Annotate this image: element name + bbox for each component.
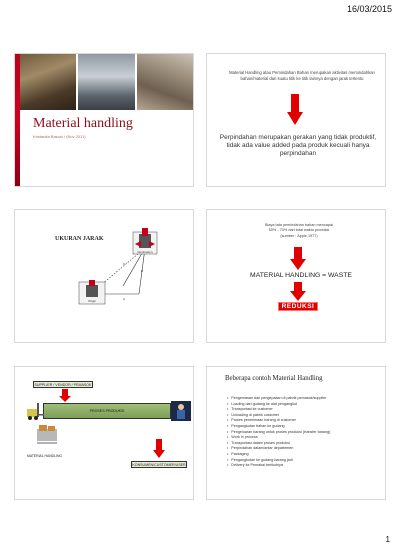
slide-waste xyxy=(206,209,386,343)
reduksi-badge: REDUKSI xyxy=(278,302,318,311)
origin-box xyxy=(79,280,105,304)
list-item: • Unloading di pabrik customer xyxy=(227,413,330,419)
list-item: • Loading dari gudang ke alat pengangkut xyxy=(227,402,330,408)
down-arrow-icon xyxy=(290,282,306,302)
slide-heading: Beberapa contoh Material Handling xyxy=(225,375,323,382)
svg-text:A: A xyxy=(123,297,126,301)
slide-main-title: Material handling xyxy=(33,116,133,131)
list-item: • Pengangkutan bahan ke gudang xyxy=(227,424,330,430)
forklift-icon xyxy=(25,401,45,421)
slide-flow xyxy=(14,366,194,500)
warehouse-photo xyxy=(20,54,76,110)
cost-text: Biaya tata pemindahan bahan mencapai 50% - 70% dari total waktu produksi (sumber : Apple,1977) xyxy=(265,223,333,238)
list-item: • Delivery ke Pemakai berikutnya xyxy=(227,463,330,469)
slide-title xyxy=(14,53,194,187)
down-arrow-icon xyxy=(153,439,165,459)
page-date: 16/03/2015 xyxy=(346,4,392,14)
down-arrow-icon xyxy=(59,389,71,403)
list-item: • Packaging xyxy=(227,452,330,458)
slide-examples xyxy=(206,366,386,500)
supplier-box: SUPPLIER / VENDOR / PEMASOK xyxy=(34,383,92,387)
page-number: 1 xyxy=(385,535,390,544)
material-handling-label: MATERIAL HANDLING xyxy=(27,454,63,458)
list-item: • Pengeluaran barang untuk proses produksi (transfer barang) xyxy=(227,430,330,436)
photo-strip xyxy=(20,54,193,110)
slide-heading: UKURAN JARAK xyxy=(55,236,104,242)
list-item: • Transportasi ke customer xyxy=(227,407,330,413)
list-item: • Work in process xyxy=(227,435,330,441)
process-box: PROSES PRODUKSI xyxy=(43,403,171,419)
examples-list xyxy=(227,396,330,469)
statement-text: Perpindahan merupakan gerakan yang tidak produktif, tidak ada value added pada produk kecuali hanya perpindahan xyxy=(219,134,377,157)
slide-definition xyxy=(206,53,386,187)
worker-icon xyxy=(171,401,191,421)
factory-photo xyxy=(78,54,134,110)
conveyor-photo xyxy=(137,54,193,110)
down-arrow-icon xyxy=(287,94,303,126)
svg-text:B: B xyxy=(141,269,144,273)
slide-author: Kristantia Basuki / (Nov 2011) xyxy=(33,134,86,139)
down-arrow-icon xyxy=(290,247,306,271)
conveyor-icon xyxy=(35,423,59,449)
list-item: • Transportasi dalam proses produksi xyxy=(227,441,330,447)
svg-text:Destination: Destination xyxy=(137,250,153,254)
waste-statement: MATERIAL HANDLING = WASTE xyxy=(250,272,352,279)
svg-text:C: C xyxy=(123,262,126,266)
list-item: • Perpindahan dalam/antar departemen xyxy=(227,446,330,452)
definition-text: Material Handling atau Pemindahan Bahan merupakan aktivitas memindahkan bahan/material dari suatu titik ke titik lainnya dengan jarak tertentu xyxy=(229,70,375,81)
list-item: • Pengemasan dan pengepakan di pabrik pemasok/supplier xyxy=(227,396,330,402)
slide-distance xyxy=(14,209,194,343)
distance-diagram xyxy=(15,210,194,343)
list-item: • Pengangkutan ke gudang barang jadi xyxy=(227,458,330,464)
consumer-box: KONSUMEN/CUSTOMER/USER xyxy=(132,463,186,467)
destination-box xyxy=(133,228,157,254)
list-item: • Proses penerimaan barang di customer xyxy=(227,418,330,424)
svg-text:Origin: Origin xyxy=(87,299,97,303)
